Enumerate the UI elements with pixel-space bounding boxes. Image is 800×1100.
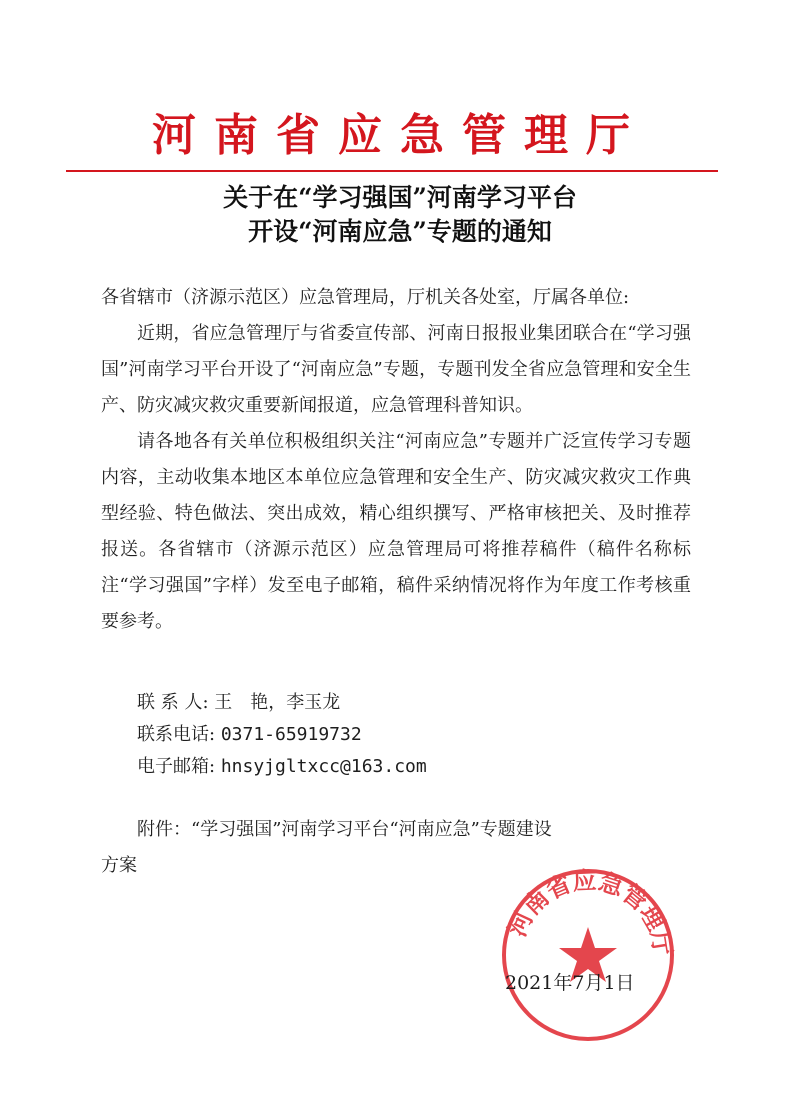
attachment-line-2: 方案 (101, 855, 137, 876)
seal-text: 河南省应急管理厅 (502, 865, 678, 958)
issue-date: 2021年7月1日 (505, 972, 635, 994)
attachment-line-1: 附件：“学习强国”河南学习平台“河南应急”专题建设 (137, 819, 552, 840)
contact-phone-label: 联系电话: (137, 724, 216, 745)
contact-email-value: hnsyjgltxcc@163.com (220, 756, 427, 777)
contact-phone (137, 720, 362, 750)
body-paragraph-2: 请各地各有关单位积极组织关注“河南应急”专题并广泛宣传学习专题内容，主动收集本地区本单位应急管理和安全生产、防灾减灾救灾工作典型经验、特色做法、突出成效，精心组织撰写、严格审核把关、及时推荐报送。各省辖市（济源示范区）应急管理局可将推荐稿件（稿件名称标注“学习强国”字样）发至电子邮箱，稿件采纳情况将作为年度工作考核重要参考。 (101, 431, 691, 632)
contact-person-value: 王 艳，李玉龙 (214, 692, 341, 713)
issuer-heading: 河南省应急管理厅 (152, 110, 648, 161)
body-paragraph-1: 近期，省应急管理厅与省委宣传部、河南日报报业集团联合在“学习强国”河南学习平台开设了“河南应急”专题，专题刊发全省应急管理和安全生产、防灾减灾救灾重要新闻报道，应急管理科普知识。 (101, 323, 691, 416)
document-body (101, 280, 691, 640)
document-title-line-2: 开设“河南应急”专题的通知 (248, 217, 552, 246)
red-header-rule (66, 170, 718, 172)
contact-person (137, 688, 340, 718)
salutation: 各省辖市（济源示范区）应急管理局，厅机关各处室，厅属各单位: (101, 287, 630, 308)
contact-phone-value: 0371-65919732 (220, 724, 362, 745)
document-title-line-1: 关于在“学习强国”河南学习平台 (223, 183, 577, 212)
contact-email-label: 电子邮箱: (137, 756, 216, 777)
contact-email (137, 752, 427, 782)
official-seal (498, 865, 678, 1045)
contact-person-label: 联 系 人: (137, 692, 209, 713)
